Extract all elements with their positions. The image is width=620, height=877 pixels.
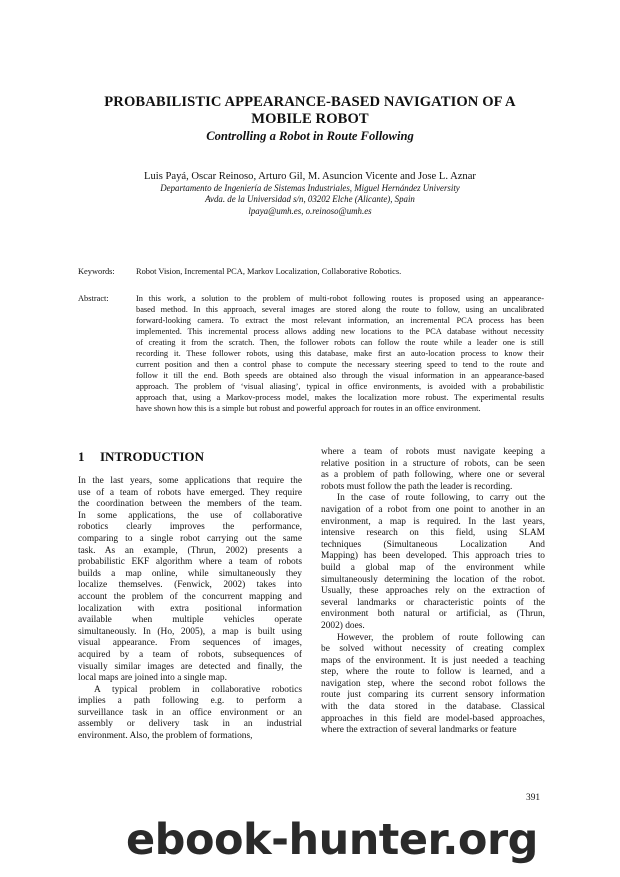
text-line: localization with extra positional information (78, 603, 302, 614)
abstract-line: based method. In this approach, several images are stored along the route to follow, using an uncalibrated (136, 305, 544, 314)
section-number: 1 (78, 449, 85, 464)
abstract-label: Abstract: (78, 294, 109, 303)
paper-subtitle: Controlling a Robot in Route Following (206, 129, 414, 143)
paper-title (60, 94, 560, 128)
text-line: simultaneously. In (Ho, 2005), a map is built using (78, 626, 302, 637)
text-line: Usually, these approaches rely on the extraction of (321, 586, 545, 597)
text-line: techniques (Simultaneous Localization And (321, 539, 545, 550)
text-line: visually similar images are detected and finally, the (78, 661, 302, 672)
abstract-text (136, 293, 544, 414)
text-line: environment. Also, the problem of formations, (78, 731, 253, 742)
text-line: maps of the environment. It is just needed a teaching (321, 655, 545, 666)
left-column (78, 476, 302, 743)
abstract-line: of creating it from the scratch. Then, the follower robots can follow the route while a leader one is still (136, 338, 544, 347)
text-line: 2002) does. (321, 620, 365, 631)
text-line: task. As an example, (Thrun, 2002) presents a (78, 545, 302, 556)
text-line: implies a path following e.g. to perform a (78, 696, 302, 707)
text-line: In the case of route following, to carry out the (337, 493, 545, 504)
text-line: surveillance task in an office environment or an (78, 707, 302, 718)
text-line: robots must follow the path the leader is recording. (321, 481, 513, 492)
text-line: robotics clearly improves the performance, (78, 522, 302, 533)
author-list: Luis Payá, Oscar Reinoso, Arturo Gil, M. Asuncion Vicente and Jose L. Aznar (144, 171, 476, 182)
text-line: In some applications, the use of collaborative (78, 510, 302, 521)
text-line: approaches in this field are model-based approaches, (321, 713, 545, 724)
text-line: available when multiple vehicles operate (78, 615, 302, 626)
right-column (321, 447, 545, 737)
text-line: navigation step, where the second robot follows the (321, 678, 545, 689)
keywords-label: Keywords: (78, 267, 115, 276)
page-number: 391 (526, 793, 541, 803)
text-line: use of a team of robots have emerged. They require (78, 487, 302, 498)
abstract-line: approach. The problem of ‘visual aliasing’, typical in office environments, is avoided with a probabilistic (136, 382, 544, 391)
abstract-line: approach that, using a Markov-process model, makes the localization more robust. The experimental results (136, 393, 544, 402)
text-line: navigation of a robot from one point to another in an (321, 504, 545, 515)
text-line: build a global map of the environment while (321, 562, 545, 573)
text-line: However, the problem of route following can (337, 632, 545, 643)
text-line: relative position in a structure of robots, can be seen (321, 458, 545, 469)
text-line: acquired by a team of robots, subsequences of (78, 649, 302, 660)
text-line: as a problem of path following, where one or several (321, 470, 545, 481)
text-line: A typical problem in collaborative robotics (94, 684, 302, 695)
text-line: simultaneously determining the location of the robot. (321, 574, 545, 585)
section-title: INTRODUCTION (100, 449, 205, 464)
text-line: visual appearance. From sequences of images, (78, 638, 302, 649)
text-line: where a team of robots must navigate keeping a (321, 447, 545, 457)
text-line: environment both natural or artificial, as (Thrun, (321, 609, 545, 620)
text-line: probabilistic EKF algorithm where a team of robots (78, 557, 302, 568)
text-line: be solved without necessity of creating complex (321, 644, 545, 655)
abstract-line: forward-looking camera. To extract the most relevant information, an incremental PCA process has been (136, 316, 544, 325)
text-line: builds a map online, while simultaneously they (78, 568, 302, 579)
watermark-logo: ebook-hunter.org (126, 815, 538, 865)
body-paragraph (78, 476, 302, 685)
abstract-line: recording it. These follower robots, using this database, make first an auto-location process to know their (136, 349, 544, 358)
text-line: several landmarks or characteristic points of the (321, 597, 545, 608)
body-paragraph (321, 633, 545, 737)
body-paragraph (321, 447, 545, 493)
text-line: In the last years, some applications that require the (78, 476, 302, 486)
text-line: assembly or delivery task in an industrial (78, 719, 302, 730)
text-line: with the data stored in the database. Classical (321, 702, 545, 713)
title-line: PROBABILISTIC APPEARANCE-BASED NAVIGATION OF A (104, 94, 516, 110)
section-heading (78, 449, 204, 464)
text-line: account the problem of the concurrent mapping and (78, 591, 302, 602)
text-line: local maps are joined into a single map. (78, 673, 227, 684)
text-line: intensive research on this field, using SLAM (321, 528, 545, 539)
text-line: comparing to a single robot carrying out the same (78, 533, 302, 544)
title-line: MOBILE ROBOT (251, 111, 369, 127)
text-line: where the extraction of several landmarks or feature (321, 725, 517, 736)
body-paragraph (78, 685, 302, 743)
abstract-line: implemented. This incremental process allows adding new locations to the PCA database without necessity (136, 327, 544, 336)
abstract-line: follow it till the end. Both speeds are obtained also through the visual information in an appearance-based (136, 371, 544, 380)
text-line: Mapping) has been developed. This approach tries to (321, 551, 545, 562)
abstract-line: In this work, a solution to the problem of multi-robot following routes is proposed using an appearance- (136, 294, 544, 303)
text-line: route just comparing its current sensory information (321, 690, 545, 701)
text-line: environment, a map is required. In the last years, (321, 516, 545, 527)
abstract-line: current position and then a control phase to compute the necessary steering speed to tend to the route and (136, 360, 544, 369)
text-line: step, where the route to follow is learned, and a (321, 667, 545, 678)
text-line: the coordination between the members of the team. (78, 499, 302, 510)
body-paragraph (321, 493, 545, 632)
affiliation-line: Avda. de la Universidad s/n, 03202 Elche (Alicante), Spain (205, 194, 415, 205)
abstract-line: have shown how this is a simple but robust and powerful approach for routes in an office environment. (136, 404, 481, 413)
text-line: localize themselves. (Fenwick, 2002) takes into (78, 580, 302, 591)
keywords-text: Robot Vision, Incremental PCA, Markov Localization, Collaborative Robotics. (136, 267, 402, 276)
affiliation (60, 183, 560, 217)
author-emails: lpaya@umh.es, o.reinoso@umh.es (248, 205, 372, 216)
affiliation-line: Departamento de Ingeniería de Sistemas Industriales, Miguel Hernández University (160, 183, 460, 193)
